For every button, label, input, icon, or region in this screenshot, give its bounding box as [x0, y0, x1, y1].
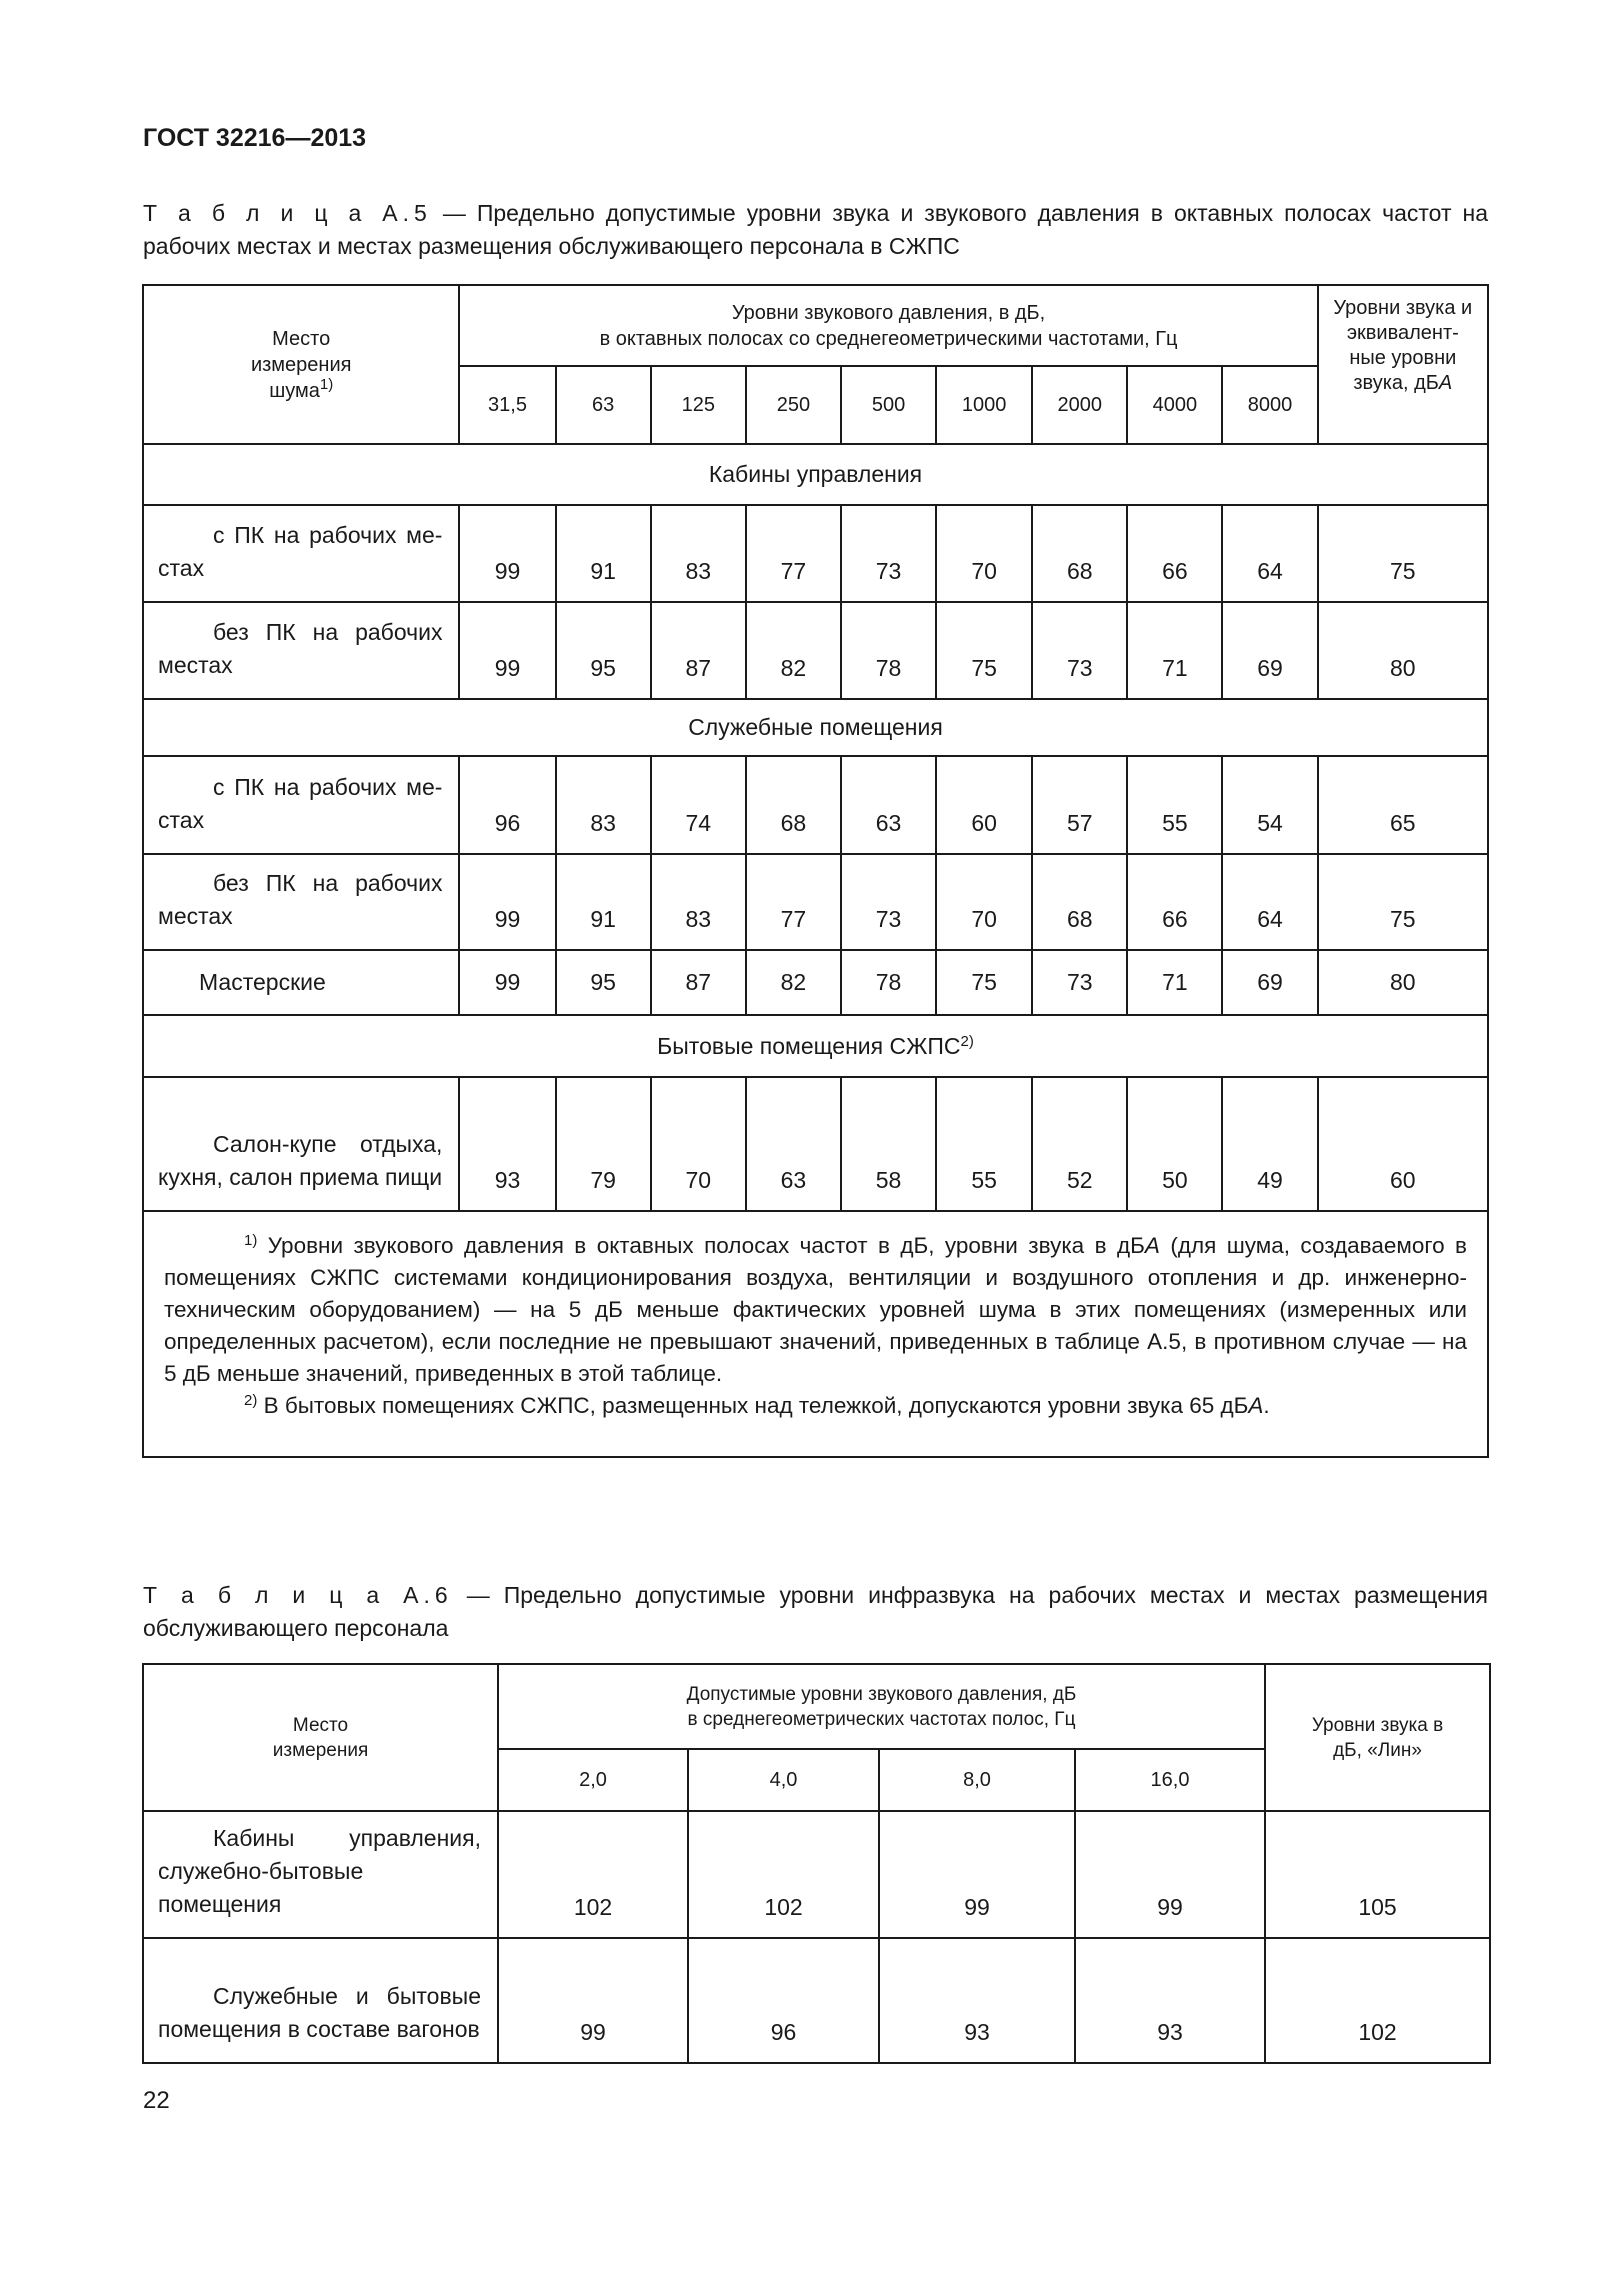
table-a5-freq-1: 63 [556, 366, 651, 444]
table-a5-row-place [143, 756, 459, 854]
footnote-1-text-a: Уровни звукового давления в октавных полосах частот в дБ, уровни звука в дБ [257, 1233, 1145, 1258]
table-a5-row-place-text: без ПК на рабочих местах [158, 870, 443, 929]
table-a5-cell: 83 [556, 756, 651, 854]
table-a5-row [143, 950, 1488, 1015]
table-a5-row-place [143, 950, 459, 1015]
table-a5-row-place-text: Мастерские [199, 969, 326, 995]
table-a5-cell: 79 [556, 1077, 651, 1211]
table-a5-row [143, 505, 1488, 602]
table-a5-section-title-text: Служебные помещения [688, 714, 943, 740]
table-a5-cell: 66 [1127, 854, 1222, 950]
table-a5-cell: 63 [841, 756, 936, 854]
table-a5-cell: 91 [556, 854, 651, 950]
table-a5-row-place [143, 602, 459, 699]
table-a5-freq-2: 125 [651, 366, 746, 444]
table-a5-header-levels [459, 285, 1317, 366]
table-a5-cell: 66 [1127, 505, 1222, 602]
table-a5-cell: 60 [1318, 1077, 1488, 1211]
table-a5-cell: 52 [1032, 1077, 1127, 1211]
table-a6-freq-1: 4,0 [688, 1749, 879, 1811]
table-a6-cell: 102 [1265, 1938, 1490, 2063]
table-a5-header-place-sup: 1) [319, 375, 334, 393]
table-a5-cell: 83 [651, 505, 746, 602]
table-a5-cell: 50 [1127, 1077, 1222, 1211]
footnote-1-marker: 1) [244, 1232, 258, 1249]
table-a5-row [143, 854, 1488, 950]
table-a5-freq-7: 4000 [1127, 366, 1222, 444]
table-a5-row-place-text: с ПК на рабочих ме-стах [158, 522, 443, 581]
table-a5-cell: 82 [746, 950, 841, 1015]
table-a5-cell: 99 [459, 505, 555, 602]
table-a5-header-levels-line2: в октавных полосах со среднегеометрическими частотами, Гц [599, 327, 1178, 350]
table-a5-header-total-unit: А [1438, 372, 1453, 394]
table-a5-cell: 95 [556, 602, 651, 699]
table-a6-cell: 105 [1265, 1811, 1490, 1938]
table-a5-cell: 58 [841, 1077, 936, 1211]
table-a5-cell: 99 [459, 950, 555, 1015]
table-a6-row [143, 1938, 1490, 2063]
table-a6-header-total [1265, 1664, 1490, 1811]
footnote-2-end: . [1263, 1393, 1270, 1418]
table-a5-cell: 96 [459, 756, 555, 854]
table-a6-caption [143, 1579, 1488, 1645]
footnote-1-text-b: (для шума, создаваемого в помещениях СЖПС системами кондиционирования воздуха, вентиляции и воздушного отопления и др. инженерно-техническим оборудованием) — на 5 дБ меньше фактических уровней шума в этих помещениях (измеренных или определенных расчетом), если последние не превышают значений, приведенных в таблице А.5, в противном случае — на 5 дБ меньше значений, приведенных в этой таблице. [164, 1233, 1467, 1386]
table-a5-cell: 70 [651, 1077, 746, 1211]
table-a6 [142, 1663, 1491, 2064]
table-a5-cell: 64 [1222, 854, 1317, 950]
page-number: 22 [143, 2087, 170, 2114]
table-a5-row [143, 1077, 1488, 1211]
table-a5-cell: 78 [841, 602, 936, 699]
table-a5-cell: 80 [1318, 950, 1488, 1015]
table-a5-row-place [143, 854, 459, 950]
table-a6-row-place-text: Служебные и бытовые помещения в составе вагонов [158, 1983, 481, 2042]
table-a6-cell: 93 [1075, 1938, 1265, 2063]
table-a5-cell: 71 [1127, 602, 1222, 699]
document-id: ГОСТ 32216—2013 [143, 124, 367, 152]
table-a6-cell: 99 [879, 1811, 1075, 1938]
table-a5-cell: 74 [651, 756, 746, 854]
table-a6-row-place [143, 1938, 498, 2063]
table-a6-cell: 99 [498, 1938, 688, 2063]
table-a6-freq-2: 8,0 [879, 1749, 1075, 1811]
table-a5-cell: 68 [746, 756, 841, 854]
footnote-1-unit: А [1144, 1233, 1160, 1258]
table-a5-header-total [1318, 285, 1488, 444]
table-a5-caption-text: — Предельно допустимые уровни звука и звукового давления в октавных полосах частот на рабочих местах и местах размещения обслуживающего персонала в СЖПС [143, 200, 1488, 259]
table-a5 [142, 284, 1489, 1458]
table-a5-cell: 69 [1222, 950, 1317, 1015]
table-a5-cell: 78 [841, 950, 936, 1015]
table-a6-cell: 99 [1075, 1811, 1265, 1938]
table-a5-cell: 75 [936, 950, 1032, 1015]
table-a5-cell: 65 [1318, 756, 1488, 854]
table-a5-freq-6: 2000 [1032, 366, 1127, 444]
table-a5-header-place [143, 285, 459, 444]
table-a5-row-place-text: Салон-купе отдыха, кухня, салон приема пищи [158, 1131, 443, 1190]
table-a5-cell: 73 [841, 854, 936, 950]
table-a5-section-title [143, 1015, 1488, 1077]
table-a5-freq-0: 31,5 [459, 366, 555, 444]
table-a6-row [143, 1811, 1490, 1938]
table-a5-cell: 60 [936, 756, 1032, 854]
table-a5-cell: 73 [841, 505, 936, 602]
table-a6-header-levels-line2: в среднегеометрических частотах полос, Гц [687, 1708, 1076, 1730]
table-a5-cell: 64 [1222, 505, 1317, 602]
table-a5-row [143, 602, 1488, 699]
table-a6-cell: 102 [498, 1811, 688, 1938]
table-a5-header-total-text: Уровни звука и эквивалент-ные уровни звука, дБ [1333, 297, 1473, 394]
table-a6-header-place-text: Место измерения [272, 1714, 369, 1761]
table-a5-freq-5: 1000 [936, 366, 1032, 444]
table-a6-freq-0: 2,0 [498, 1749, 688, 1811]
footnote-2-text: В бытовых помещениях СЖПС, размещенных над тележкой, допускаются уровни звука 65 дБ [257, 1393, 1249, 1418]
table-a5-notes-row [143, 1211, 1488, 1457]
table-a5-cell: 93 [459, 1077, 555, 1211]
table-a5-cell: 77 [746, 505, 841, 602]
table-a5-footnote-2 [164, 1390, 1467, 1422]
table-a5-cell: 83 [651, 854, 746, 950]
table-a5-cell: 55 [936, 1077, 1032, 1211]
table-a5-row-place-text: с ПК на рабочих ме-стах [158, 774, 443, 833]
table-a5-section-title [143, 699, 1488, 756]
footnote-2-marker: 2) [244, 1392, 258, 1409]
table-a5-section-title [143, 444, 1488, 505]
table-a5-footnote-1 [164, 1230, 1467, 1390]
table-a5-header-levels-line1: Уровни звукового давления, в дБ, [731, 301, 1046, 324]
table-a5-cell: 70 [936, 854, 1032, 950]
table-a5-row-place [143, 505, 459, 602]
table-a5-cell: 95 [556, 950, 651, 1015]
table-a6-cell: 93 [879, 1938, 1075, 2063]
table-a6-cell: 102 [688, 1811, 879, 1938]
table-a5-cell: 99 [459, 602, 555, 699]
table-a5-cell: 99 [459, 854, 555, 950]
table-a5-cell: 87 [651, 950, 746, 1015]
table-a5-cell: 49 [1222, 1077, 1317, 1211]
table-a5-cell: 54 [1222, 756, 1317, 854]
table-a5-cell: 77 [746, 854, 841, 950]
table-a5-cell: 71 [1127, 950, 1222, 1015]
table-a6-caption-text: — Предельно допустимые уровни инфразвука на рабочих местах и местах размещения обслуживающего персонала [143, 1582, 1488, 1641]
table-a5-cell: 68 [1032, 505, 1127, 602]
table-a5-cell: 68 [1032, 854, 1127, 950]
table-a6-header-levels [498, 1664, 1265, 1749]
table-a5-freq-8: 8000 [1222, 366, 1317, 444]
table-a5-row-place [143, 1077, 459, 1211]
table-a5-cell: 82 [746, 602, 841, 699]
table-a6-header-levels-line1: Допустимые уровни звукового давления, дБ [686, 1683, 1077, 1705]
table-a5-cell: 63 [746, 1077, 841, 1211]
table-a5-cell: 55 [1127, 756, 1222, 854]
table-a5-freq-3: 250 [746, 366, 841, 444]
table-a5-row-place-text: без ПК на рабочих местах [158, 619, 443, 678]
table-a5-cell: 69 [1222, 602, 1317, 699]
table-a5-cell: 75 [1318, 854, 1488, 950]
table-a6-header-total-text: Уровни звука в дБ, «Лин» [1311, 1714, 1444, 1761]
table-a5-freq-4: 500 [841, 366, 936, 444]
table-a6-cell: 96 [688, 1938, 879, 2063]
table-a5-cell: 80 [1318, 602, 1488, 699]
table-a5-section-row [143, 444, 1488, 505]
table-a5-cell: 91 [556, 505, 651, 602]
table-a5-caption [143, 197, 1488, 263]
table-a5-caption-label: Т а б л и ц а А.5 [143, 200, 432, 226]
table-a6-row-place [143, 1811, 498, 1938]
table-a5-header-place-text: Место измерения шума [250, 327, 352, 402]
table-a5-section-row [143, 1015, 1488, 1077]
table-a6-row-place-text: Кабины управления, служебно-бытовые помещения [158, 1825, 481, 1917]
table-a5-cell: 70 [936, 505, 1032, 602]
table-a5-cell: 57 [1032, 756, 1127, 854]
table-a5-notes [143, 1211, 1488, 1457]
footnote-2-unit: А [1248, 1393, 1264, 1418]
table-a5-cell: 75 [1318, 505, 1488, 602]
table-a6-caption-label: Т а б л и ц а А.6 [143, 1582, 453, 1608]
table-a5-cell: 73 [1032, 950, 1127, 1015]
table-a5-section-title-text: Бытовые помещения СЖПС [657, 1032, 961, 1059]
table-a6-header-place [143, 1664, 498, 1811]
table-a5-cell: 73 [1032, 602, 1127, 699]
table-a5-section-title-sup: 2) [960, 1032, 974, 1050]
table-a6-freq-3: 16,0 [1075, 1749, 1265, 1811]
table-a5-section-title-text: Кабины управления [708, 461, 923, 487]
table-a5-section-row [143, 699, 1488, 756]
table-a5-cell: 87 [651, 602, 746, 699]
table-a5-cell: 75 [936, 602, 1032, 699]
table-a5-row [143, 756, 1488, 854]
